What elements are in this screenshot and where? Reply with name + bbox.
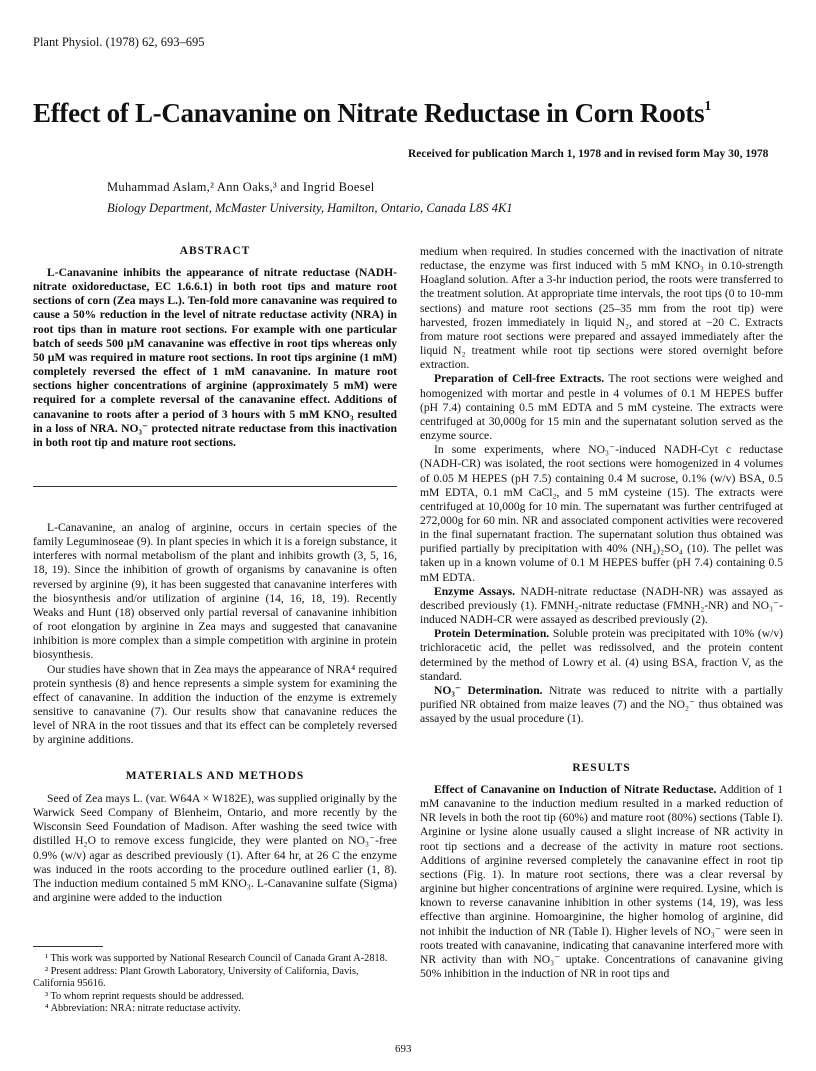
methods-text-right: [420, 245, 783, 726]
footnote-1: ¹ This work was supported by National Research Council of Canada Grant A-2818.: [45, 953, 388, 964]
protein-paragraph: [420, 627, 783, 684]
introduction: [33, 521, 397, 748]
title-text: Effect of L-Canavanine on Nitrate Reductase in Corn Roots: [33, 98, 705, 128]
methods-text-left: [33, 792, 397, 905]
prep-paragraph: [420, 372, 783, 443]
footnote-divider: [33, 946, 103, 947]
footnotes: [33, 953, 397, 1016]
footnote-4: ⁴ Abbreviation: NRA: nitrate reductase activity.: [45, 1003, 241, 1014]
results-subheading: Effect of Canavanine on Induction of Nitrate Reductase.: [434, 783, 717, 796]
results-body: Addition of 1 mM canavanine to the induction medium resulted in a marked reduction of NR levels in both the root tip (60%) and mature root (80%) sections (Table I). Arginine or lysine alone usually caused a slight increase of NR activity in root tip sections and a decrease of the activity in mature root sections. Additions of arginine reversed completely the canavanine effect in root tip sections (Fig. 1). In mature root sections, there was a clear reversal by arginine but higher concentrations of arginine were required. Lysine, which is known to reverse canavanine inhibition in other systems (14, 19), was less effective than arginine. Homoarginine, the higher homolog of arginine, did not inhibit the induction of NR (Table I). Higher levels of NO₃⁻ were seen in roots treated with canavanine, indicating that canavanine interfered more with NR activity than with NO₃⁻ uptake. Concentrations of canavanine giving 50% inhibition in the induction of NR in root tips and: [420, 783, 784, 981]
results-paragraph: [420, 783, 783, 981]
received-date: Received for publication March 1, 1978 and in revised form May 30, 1978: [408, 148, 769, 160]
protein-heading: Protein Determination.: [434, 627, 550, 641]
paper-title: [33, 98, 711, 129]
methods-paragraph-1: Seed of Zea mays L. (var. W64A × W182E), was supplied originally by the Warwick Seed Company of Blenheim, Ontario, and more recently by the Wisconsin Seed Foundation of Madison. After washing the seed twice with distilled H₂O to remove excess fungicide, they were planted on NO₃⁻-free 0.9% (w/v) agar as described previously (1). After 64 hr, at 26 C the enzyme was induced in the roots according to the procedure outlined earlier (1, 8). The induction medium contained 5 mM KNO₃. L-Canavanine sulfate (Sigma) and arginine were added to the induction: [33, 792, 397, 905]
affiliation: Biology Department, McMaster University, Hamilton, Ontario, Canada L8S 4K1: [107, 201, 513, 215]
journal-citation: Plant Physiol. (1978) 62, 693–695: [33, 35, 205, 49]
abstract-divider: [33, 486, 397, 487]
enzyme-text: NADH-nitrate reductase (NADH-NR) was assayed as described previously (1). FMNH₂-nitrate reductase (FMNH₂-NR) and NO₃⁻-induced NADH-CR were assayed as described previously (2).: [420, 584, 784, 627]
intro-paragraph-2: Our studies have shown that in Zea mays the appearance of NRA⁴ required protein synthesis (8) and hence represents a simple system for examining the effect of canavanine. In addition the induction of the enzyme is extremely sensitive to canavanine (7). Our results show that canavanine reduces the level of NRA in the root tissues and that its effect can be completely reversed by arginine additions.: [33, 662, 397, 747]
prep-paragraph-2: In some experiments, where NO₃⁻-induced NADH-Cyt c reductase (NADH-CR) was isolated, the root sections were homogenized in 4 volumes of 0.05 M HEPES (pH 7.5) containing 0.4 M sucrose, 0.1% (w/v) BSA, 0.5 mM EDTA, 0.1 mM CaCl₂, and 5 mM cysteine (15). The extracts were centrifuged at 10,000g for 10 min. The supernatant was further centrifuged at 272,000g for 60 min. NR and associated component activities were recovered in the final supernatant fraction. The supernatant solution thus obtained was purified partially by precipitation with 40% (NH₄)₂SO₄ (10). The pellet was taken up in a known volume of 0.1 M HEPES buffer (pH 7.4) containing 0.5 mM EDTA.: [420, 443, 783, 584]
nitrate-text: Nitrate was reduced to nitrite with a partially purified NR obtained from maize leaves (7) and the NO₂⁻ thus obtained was assayed by the usual procedure (1).: [420, 683, 783, 726]
methods-paragraph-1-continued: medium when required. In studies concerned with the inactivation of nitrate reductase, the enzyme was first induced with 5 mM KNO₃ in 0.10-strength Hoagland solution. After a 3-hr induction period, the roots were transferred to the treatment solution. At appropriate time intervals, the root tips (0 to 10-mm sections) and mature root sections (25–35 mm from the root tip) were harvested, frozen immediately in liquid N₂, and stored at −20 C. Extracts from mature root sections were prepared and assayed immediately after the liquid N₂ treatment while root tip sections were stored overnight before extraction.: [420, 245, 783, 372]
methods-heading: MATERIALS AND METHODS: [125, 770, 305, 782]
abstract-paragraph: L-Canavanine inhibits the appearance of nitrate reductase (NADH-nitrate oxidoreductase, EC 1.6.6.1) in both root tips and mature root sections of corn (Zea mays L.). Ten-fold more canavanine was required to cause a 50% reduction in the level of nitrate reductase activity (NRA) in root tips than in mature root sections. For example with one particular batch of seeds 500 µM canavanine was effective in root tips whereas only 50 µM was required in mature root sections. In root tips arginine (1 mM) completely reversed the effect of 1 mM canavanine. In mature root sections higher concentrations of arginine (approximately 5 mM) were required for a complete reversal of the canavanine effect. Additions of canavanine to roots after a period of 3 hours with 5 mM KNO₃ resulted in a loss of NRA. NO₃⁻ protected nitrate reductase from this inactivation in both root tip and mature root sections.: [33, 266, 397, 449]
prep-text: The root sections were weighed and homogenized with mortar and pestle in 4 volumes of 0.1 M HEPES buffer (pH 7.4) containing 0.5 mM EDTA and 5 mM cysteine. The extracts were centrifuged at 30,000g for 15 min and the supernatant solution served as the enzyme source.: [420, 372, 783, 443]
enzyme-paragraph: [420, 585, 783, 627]
intro-paragraph-1: L-Canavanine, an analog of arginine, occurs in certain species of the family Leguminoseae (9). In plant species in which it is a foreign substance, it interferes with normal metabolism of the plant and inhibits growth (3, 5, 16, 18, 19). Since the inhibition of growth of organisms by canavanine is often reversed by arginine (9), it has been suggested that canavanine interferes with the biosynthesis and/or utilization of arginine (14, 16, 18, 19). Recently Weaks and Hunt (18) observed only partial reversal of canavanine inhibition of root elongation by arginine in Zea mays and suggested that canavanine inhibition is more complex than a simple competition with arginine in protein biosynthesis.: [33, 521, 397, 662]
abstract-heading: ABSTRACT: [179, 245, 251, 257]
results-heading: RESULTS: [572, 762, 631, 774]
protein-text: Soluble protein was precipitated with 10% (w/v) trichloracetic acid, the pellet was redissolved, and the protein content determined by the method of Lowry et al. (4) using BSA, fraction V, as the standard.: [420, 627, 783, 683]
nitrate-paragraph: [420, 684, 783, 726]
footnote-2: ² Present address: Plant Growth Laboratory, University of California, Davis, California 95616.: [33, 965, 359, 989]
abstract-text: [33, 266, 397, 450]
title-footnote-mark: 1: [704, 99, 712, 114]
results-text: [420, 783, 783, 981]
enzyme-heading: Enzyme Assays.: [434, 584, 516, 598]
prep-heading: Preparation of Cell-free Extracts.: [434, 372, 605, 386]
authors: Muhammad Aslam,² Ann Oaks,³ and Ingrid Boesel: [107, 180, 375, 194]
footnote-3: ³ To whom reprint requests should be addressed.: [45, 990, 244, 1002]
page-number: 693: [395, 1043, 412, 1055]
nitrate-heading: NO₃⁻ Determination.: [434, 683, 543, 697]
